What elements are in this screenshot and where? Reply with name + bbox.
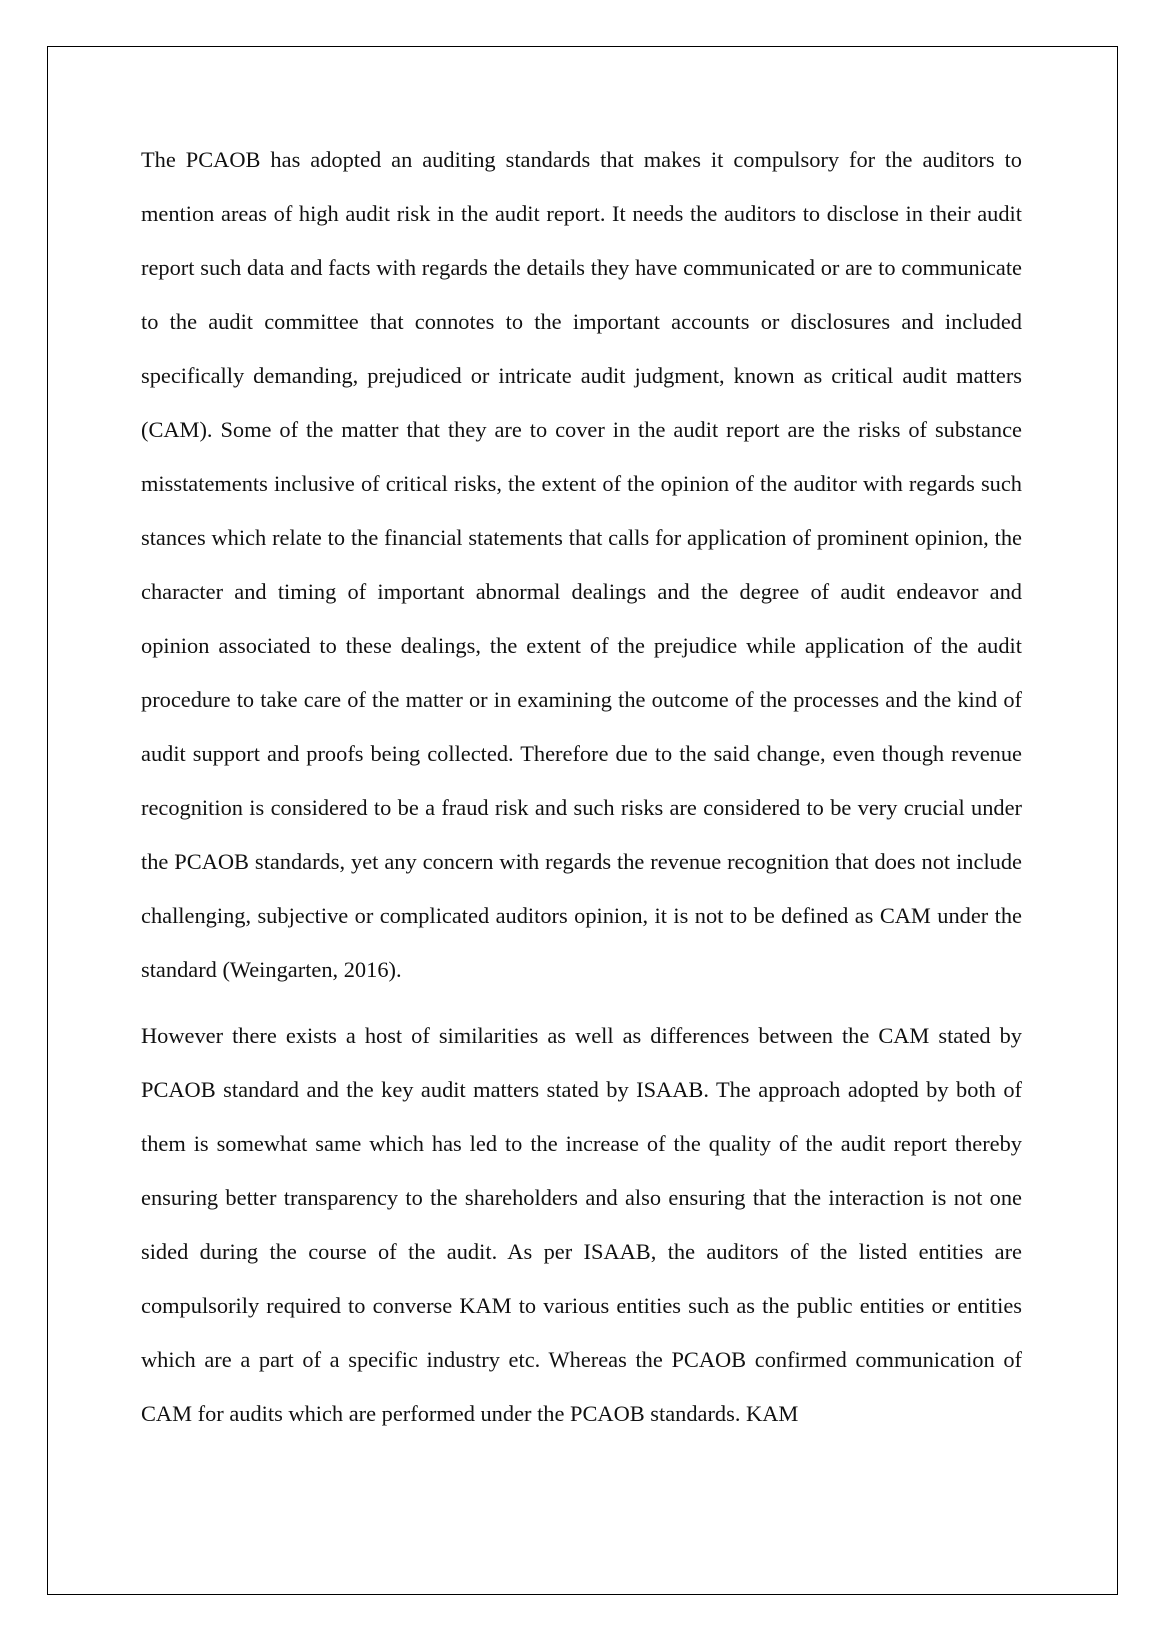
document-body: [141, 133, 1022, 1441]
paragraph-1: The PCAOB has adopted an auditing standards that makes it compulsory for the auditors to mention areas of high audit risk in the audit report. It needs the auditors to disclose in their audit report such data and facts with regards the details they have communicated or are to communicate to the audit committee that connotes to the important accounts or disclosures and included specifically demanding, prejudiced or intricate audit judgment, known as critical audit matters (CAM). Some of the matter that they are to cover in the audit report are the risks of substance misstatements inclusive of critical risks, the extent of the opinion of the auditor with regards such stances which relate to the financial statements that calls for application of prominent opinion, the character and timing of important abnormal dealings and the degree of audit endeavor and opinion associated to these dealings, the extent of the prejudice while application of the audit procedure to take care of the matter or in examining the outcome of the processes and the kind of audit support and proofs being collected. Therefore due to the said change, even though revenue recognition is considered to be a fraud risk and such risks are considered to be very crucial under the PCAOB standards, yet any concern with regards the revenue recognition that does not include challenging, subjective or complicated auditors opinion, it is not to be defined as CAM under the standard (Weingarten, 2016).: [141, 147, 1022, 982]
paragraph-2: However there exists a host of similarities as well as differences between the CAM stated by PCAOB standard and the key audit matters stated by ISAAB. The approach adopted by both of them is somewhat same which has led to the increase of the quality of the audit report thereby ensuring better transparency to the shareholders and also ensuring that the interaction is not one sided during the course of the audit. As per ISAAB, the auditors of the listed entities are compulsorily required to converse KAM to various entities such as the public entities or entities which are a part of a specific industry etc. Whereas the PCAOB confirmed communication of CAM for audits which are performed under the PCAOB standards. KAM: [141, 1023, 1022, 1426]
